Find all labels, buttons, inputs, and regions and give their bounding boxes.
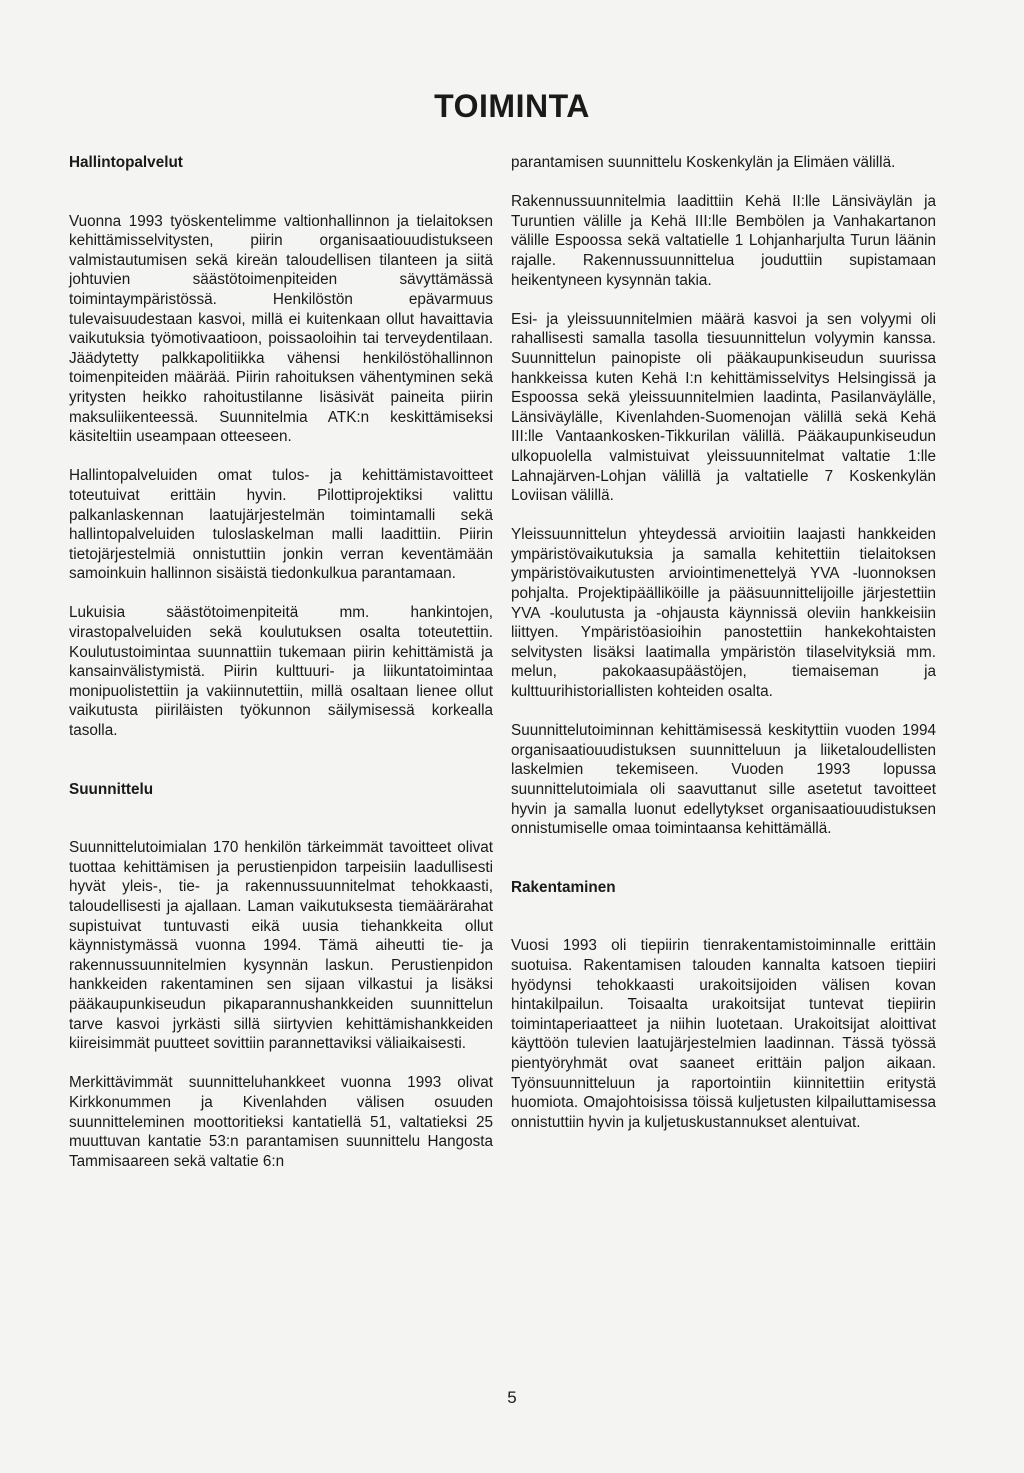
paragraph: Esi- ja yleissuunnitelmien määrä kasvoi ja sen volyymi oli rahallisesti samalla tasolla tiesuunnittelun volyymin kanssa. Suunnittelun painopiste oli pääkaupunkiseudun suurissa hankkeissa kuten Kehä I:n kehittämisselvitys Helsingissä ja Espoossa sekä yleissuunnitelmien laadinta, Pasilanväylälle, Länsiväylälle, Kivenlahden-Suomenojan välillä sekä Kehä III:lle Vantaankosken-Tikkurilan välillä. Pääkaupunkiseudun ulkopuolella valmistuivat yleissuunnitelmat valtatie 1:lle Lahnajärven-Lohjan välillä ja valtatielle 7 Koskenkylän Loviisan välillä. xyxy=(511,310,936,505)
paragraph: Lukuisia säästötoimenpiteitä mm. hankintojen, virastopalveluiden sekä koulutuksen osalta toteutettiin. Koulutustoimintaa suunnattiin tukemaan piirin kehittämistä ja kansainvälistymistä. Piirin kulttuuri- ja liikuntatoimintaa monipuolistettiin ja vakiinnutettiin, millä osaltaan lienee ollut vaikutusta piiriläisten työkunnon säilymisessä korkealla tasolla. xyxy=(69,604,493,740)
left-column xyxy=(69,153,493,1171)
page-number: 5 xyxy=(507,1388,517,1407)
paragraph: Yleissuunnittelun yhteydessä arvioitiin laajasti hankkeiden ympäristövaikutuksia ja samalla kehitettiin tielaitoksen ympäristövaikutusten arviointimenettelyä YVA -luonnoksen pohjalta. Projektipäälliköille ja pääsuunnittelijoille järjestettiin YVA -koulutusta ja -ohjausta käynnissä oleviin hankkeisiin liittyen. Ympäristöasioihin panostettiin hankekohtaisten selvitysten lisäksi laatimalla ympäristön tilaselvityksiä mm. melun, pakokaasupäästöjen, tiemaiseman ja kulttuurihistoriallisten kohteiden osalta. xyxy=(511,526,936,701)
paragraph: parantamisen suunnittelu Koskenkylän ja Elimäen välillä. xyxy=(511,154,896,171)
page-title: TOIMINTA xyxy=(434,88,590,124)
paragraph: Vuonna 1993 työskentelimme valtionhallinnon ja tielaitoksen kehittämisselvitysten, piirin organisaatiouudistukseen valmistautumisen sekä kireän taloudellisen tilanteen ja siitä johtuvien säästötoimenpiteiden sävyttämässä toimintaympäristössä. Henkilöstön epävarmuus tulevaisuudestaan kasvoi, millä ei kuitenkaan ollut havaittavia vaikutuksia työmotivaatioon, poissaoloihin tai terveydentilaan. Jäädytetty palkkapolitiikka vähensi henkilöstöhallinnon toimenpiteiden määrää. Piirin rahoituksen vähentyminen sekä yritysten heikko rahoitustilanne lisäsivät paineita piirin maksuliikenteessä. Suunnitelmia ATK:n keskittämiseksi käsiteltiin useampaan otteeseen. xyxy=(69,212,493,446)
section-heading-hallintopalvelut: Hallintopalvelut xyxy=(69,154,183,171)
section-heading-suunnittelu: Suunnittelu xyxy=(69,780,154,798)
paragraph: Suunnittelutoimialan 170 henkilön tärkeimmät tavoitteet olivat tuottaa kehittämisen ja perustienpidon tarpeisiin laadullisesti hyvät yleis-, tie- ja rakennussuunnitelmat tehokkaasti, taloudellisesti ja ajallaan. Laman vaikutuksesta tiemäärärahat supistuivat tuntuvasti eikä uusia tiehankkeita ollut käynnistymässä vuonna 1994. Tämä aiheutti tie- ja rakennussuunnitelmien kysynnän laskun. Perustienpidon hankkeiden rakentaminen sen sijaan vilkastui ja lisäksi pääkaupunkiseudun pikaparannushankkeiden suunnittelun tarve kasvoi jyrkästi sillä siirtyvien kehittämishankkeiden kiireisimmät puutteet sovittiin parannettaviksi väliaikaisesti. xyxy=(69,839,493,1053)
right-column xyxy=(511,153,936,1132)
paragraph: Suunnittelutoiminnan kehittämisessä keskityttiin vuoden 1994 organisaatiouudistuksen suunnitteluun ja liiketaloudellisten laskelmien tekemiseen. Vuoden 1993 lopussa suunnittelutoimiala oli saavuttanut sille asetetut tavoitteet hyvin ja samalla luonut edellytykset organisaatiouudistuksen onnistumiselle omaa toimintaansa kehittämällä. xyxy=(511,722,936,838)
section-heading-rakentaminen: Rakentaminen xyxy=(511,878,616,896)
paragraph: Hallintopalveluiden omat tulos- ja kehittämistavoitteet toteutuivat erittäin hyvin. Pilottiprojektiksi valittu palkanlaskennan laatujärjestelmän toimintamalli sekä hallintopalveluiden tuloslaskelman malli laadittiin. Piirin tietojärjestelmiä onnistuttiin jonkin verran keventämään samoinkuin hallinnon sisäistä tiedonkulkua parantamaan. xyxy=(69,467,493,583)
paragraph: Merkittävimmät suunnitteluhankkeet vuonna 1993 olivat Kirkkonummen ja Kivenlahden välisen osuuden suunnitteleminen moottoritieksi kantatiellä 51, valtatieksi 25 muuttuvan kantatie 53:n parantamisen suunnittelu Hangosta Tammisaareen sekä valtatie 6:n xyxy=(69,1074,493,1170)
paragraph: Rakennussuunnitelmia laadittiin Kehä II:lle Länsiväylän ja Turuntien välille ja Kehä III:lle Bembölen ja Vanhakartanon välille Espoossa sekä valtatielle 1 Lohjanharjulta Turun läänin rajalle. Rakennussuunnittelua jouduttiin supistamaan heikentyneen kysynnän takia. xyxy=(511,193,936,289)
paragraph: Vuosi 1993 oli tiepiirin tienrakentamistoiminnalle erittäin suotuisa. Rakentamisen talouden kannalta katsoen tiepiiri hyödynsi tehokkaasti urakoitsijoiden välisen kovan hintakilpailun. Toisaalta urakoitsijat tuntevat tiepiirin toimintaperiaatteet ja niihin luotetaan. Urakoitsijat aloittivat käyttöön tulevien laatujärjestelmien laadinnan. Tässä työssä pientyöryhmät ovat saaneet erittäin paljon aikaan. Työnsuunnitteluun ja raportointiin kiinnitettiin eritystä huomiota. Omajohtoisissa töissä kuljetusten kilpailuttamisessa onnistuttiin hyvin ja kuljetuskustannukset alentuivat. xyxy=(511,937,936,1131)
